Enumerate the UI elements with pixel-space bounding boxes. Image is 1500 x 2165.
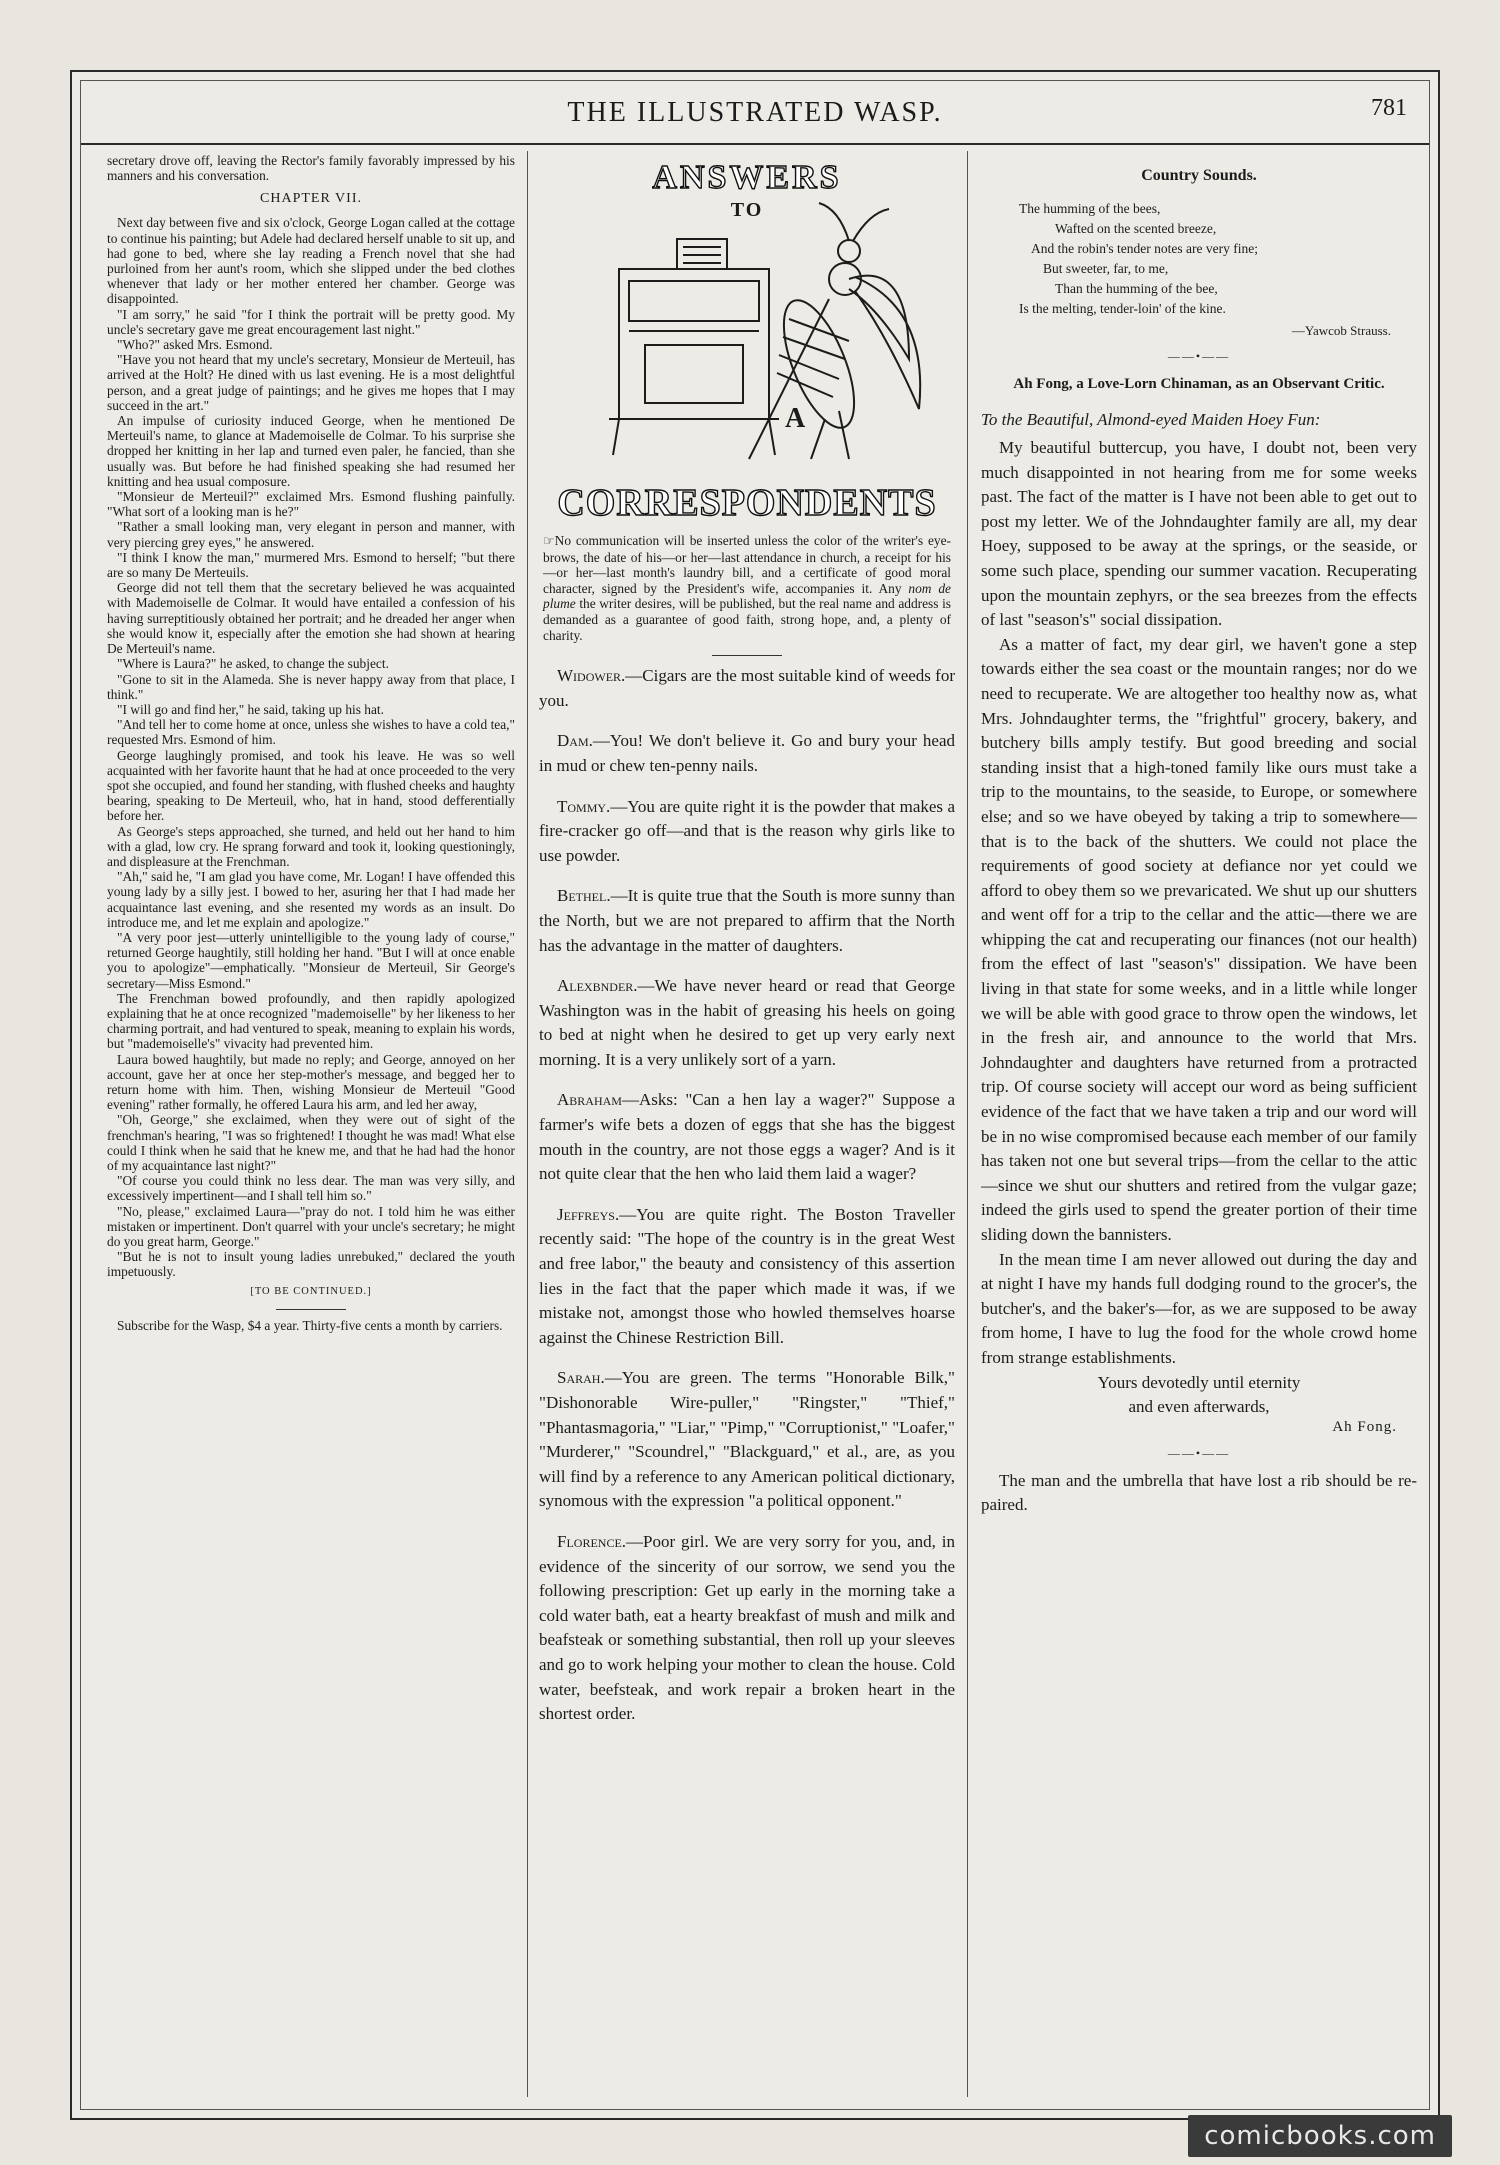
poem-line: And the robin's tender notes are very fine; — [1031, 241, 1258, 256]
story-paragraph: Next day between five and six o'clock, George Logan called at the cottage to continue his painting; but Adele had declared herself unable to sit up, and had gone to bed, where she lay reading a French novel that she had purloined from her aunt's room, which she slipped under the bed clothes whenever that lady or her mother entered her chamber. George was disappointed. — [107, 215, 515, 307]
art-heading-top: ANSWERS — [652, 159, 842, 196]
answer-item — [539, 974, 955, 1072]
story-body — [107, 215, 515, 1279]
story-paragraph: "Rather a small looking man, very elegant in person and manner, with very piercing grey eyes," he answered. — [107, 519, 515, 550]
letter-signature: Ah Fong. — [1332, 1418, 1397, 1435]
pointing-hand-icon: ☞ — [543, 534, 555, 549]
story-paragraph: "And tell her to come home at once, unless she wishes to have a cold tea," requested Mrs. Esmond of him. — [107, 717, 515, 748]
poem-title: Country Sounds. — [1141, 167, 1257, 184]
answer-item — [539, 884, 955, 958]
answer-item — [539, 1203, 955, 1351]
story-paragraph: "No, please," exclaimed Laura—"pray do not. I told him he was either mistaken or impertinent. Don't quarrel with your uncle's secretary; he might do you great harm, George." — [107, 1203, 515, 1250]
column-rule — [527, 151, 528, 2097]
poem-attribution: —Yawcob Strauss. — [1291, 323, 1391, 338]
chapter-heading: CHAPTER VII. — [260, 191, 362, 207]
story-paragraph: "Monsieur de Merteuil?" exclaimed Mrs. Esmond flushing painfully. "What sort of a looking man is he?" — [107, 489, 515, 520]
subscribe-notice: Subscribe for the Wasp, $4 a year. Thirty-five cents a month by carriers. — [117, 1317, 503, 1333]
letter-closing-2: and even afterwards, — [1128, 1396, 1270, 1416]
watermark: comicbooks.com — [1188, 2115, 1452, 2157]
letter-body — [981, 436, 1417, 1371]
poem-line: The humming of the bees, — [1019, 201, 1161, 216]
art-heading-a: A — [785, 403, 806, 434]
letter-paragraph: As a matter of fact, my dear girl, we haven't gone a step towards either the sea coast or the mountain ranges; nor do we need to recuperate. We are altogether too healthy now as, what Mrs. Johndaughter terms, the "frightful" grocery, bakery, and butchery bills amply testify. But good breeding and social standing insist that a high-toned family like ours must take a trip to the mountains, to the seaside, to Europe, or somewhere else; and so we have obeyed by taking a trip to somewhere—that is to the back of the shutters. We could not place the requirements of good society at defiance nor yet could we afford to obey them so we prevaricated. We shut up our shutters and went off for a trip to the cellar and the attic—there we are whipping the cat and recuperating our finances (not our health) from the effect of last "season's" dissipation. We have been living in that state for some weeks, and in a little while longer we will be able with good grace to throw open the windows, let in the fresh air, and announce to the world that Mrs. Johndaughter and daughters have returned from a protracted trip. Of course society will accept our word as being sufficient evidence of the fact that we have taken a trip and our word will be in no wise compromised because each member of our family has taken not one but several trips—from the cellar to the attic—since we shut our shutters and retired from the vulgar gaze; indeed the girls used to spend the greater portion of their time sliding down the bannisters. — [981, 634, 1417, 1244]
letter-closing-1: Yours devotedly until eternity — [1097, 1372, 1301, 1392]
letter-title: Ah Fong, a Love-Lorn Chinaman, as an Observant Critic. — [1013, 376, 1385, 392]
story-paragraph: "Ah," said he, "I am glad you have come, Mr. Logan! I have offended this young lady by a silly jest. I bowed to her, asuring her that I had made her acquaintance last evening, and she resented my words as an insult. Do introduce me, and let me explain and apologize." — [107, 869, 515, 930]
answer-text: —You are quite right it is the powder that makes a fire-cracker go off—and that is the reason why girls like to use powder. — [539, 796, 955, 865]
masthead — [81, 81, 1429, 145]
answer-item — [539, 1088, 955, 1186]
answer-text: —Asks: "Can a hen lay a wager?" Suppose a farmer's wife bets a dozen of eggs that she has the biggest mouth in the country, are not those eggs a wager? And is it not quite clear that the hen who laid them laid a wager? — [539, 1090, 955, 1184]
poem-body — [1019, 199, 1417, 319]
story-paragraph: The Frenchman bowed profoundly, and then rapidly apologized explaining that he at once recognized "mademoiselle" by her likeness to her charming portrait, and had ventured to speak, meaning to explain his words, but "mademoiselle's" vivacity had prevented him. — [107, 990, 515, 1052]
correspondent-name: Sarah. — [557, 1368, 605, 1388]
story-paragraph: "Where is Laura?" he asked, to change the subject. — [117, 656, 389, 672]
answer-text: —You! We don't believe it. Go and bury your head in mud or chew ten-penny nails. — [539, 731, 955, 775]
story-paragraph: "A very poor jest—utterly unintelligible to the young lady of course," returned George haughtily, still holding her hand. "But I will at once enable you to apologize"—emphatically. "Monsieur de Merteuil, Sir George's secretary—Miss Esmond." — [107, 929, 515, 991]
answer-item — [539, 664, 955, 713]
letter-paragraph: My beautiful buttercup, you have, I doubt not, been very much disappointed in not hearing from me for some weeks past. The fact of the matter is I have not been able to get out to post my letter. We of the Johndaughter family are all, my dear Hoey, supposed to be away at the springs, or the seaside, or some such place, spending our summer vacation. Recuperating upon the mountain zephyrs, or the sea breezes from the effects of last "season's" social dissipation. — [981, 438, 1417, 630]
page-number: 781 — [1371, 95, 1407, 121]
masthead-title: THE ILLUSTRATED WASP. — [567, 97, 943, 128]
story-column — [107, 153, 515, 2097]
story-paragraph: "But he is not to insult young ladies unrebuked," declared the youth impetuously. — [107, 1249, 515, 1280]
answer-text: —You are quite right. The Boston Traveller recently said: "The hope of the country is in the great West and free labor," the beauty and consistency of this assertion lies in the fact that the paper which made it was, if we mistake not, amongst those who howled themselves hoarse against the Chinese Restriction Bill. — [539, 1204, 955, 1347]
divider — [276, 1309, 346, 1310]
answer-item — [539, 795, 955, 869]
story-paragraph: "Oh, George," she exclaimed, when they were out of sight of the frenchman's hearing, "I was so frightened! I thought he was mad! What else could I think when he said that he knew me, and that he had had the honor of my acquaintance last night?" — [107, 1112, 515, 1173]
poem-line: Is the melting, tender-loin' of the kine. — [1019, 301, 1226, 316]
art-heading-bottom: CORRESPONDENTS — [557, 482, 937, 524]
divider — [712, 655, 782, 656]
story-paragraph: George did not tell them that the secretary believed he was acquainted with Mademoiselle de Colmar. It would have entailed a confession of his having surreptitiously obtained her portrait; and he dreaded her anger when she would know it, especially after the emotion she had shown at hearing De Merteuil's name. — [107, 580, 515, 657]
story-paragraph: As George's steps approached, she turned, and held out her hand to him with a glad, low cry. He sprang forward and took it, looking questioningly, and displeasure at the Frenchman. — [107, 823, 515, 869]
story-paragraph: An impulse of curiosity induced George, when he mentioned De Merteuil's name, to glance at Mademoiselle de Colmar. To his surprise she dropped her knitting in her lap and turned even paler, he fancied, than she usually was. But before he had finished speaking she had resumed her knitting and hea usual composure. — [107, 413, 515, 489]
correspondent-name: Bethel. — [557, 886, 611, 906]
answer-text: —Cigars are the most suitable kind of weeds for you. — [539, 666, 955, 710]
page-frame — [80, 80, 1430, 2110]
column-rule — [967, 151, 968, 2097]
story-paragraph: Laura bowed haughtily, but made no reply; and George, annoyed on her account, gave her at once her step-mother's message, and begged her to return home with him. Then, wishing Monsieur de Merteuil "Good evening" rather formally, he offered Laura his arm, and led her away, — [107, 1051, 515, 1113]
story-paragraph: "I am sorry," he said "for I think the portrait will be pretty good. My uncle's secretary gave me great encouragement last night." — [107, 306, 515, 337]
answers-list — [539, 664, 955, 1727]
art-heading-to: TO — [730, 199, 764, 221]
answers-header-illustration — [549, 159, 945, 529]
story-paragraph: "I think I know the man," murmered Mrs. Esmond to herself; "but there are so many De Merteuils. — [107, 549, 515, 581]
story-paragraph: "Of course you could think no less dear. The man was very silly, and excessively impertinent—and I shall tell him so." — [107, 1173, 515, 1204]
notice-text-before: No communication will be inserted unless the color of the writer's eye-brows, the date of his—or her—last attendance in church, a receipt for his—or her—last month's laundry bill, and a certificate of good moral character, signed by the President's wife, accompanies it. Any — [543, 533, 951, 596]
answer-text: —It is quite true that the South is more sunny than the North, but we are not prepared to affirm that the North has the advantage in the matter of daughters. — [539, 886, 955, 955]
answer-text: —You are green. The terms "Honorable Bilk," "Dishonorable Wire-puller," "Ringster," "Thief," "Phantasmagoria," "Liar," "Pimp," "Corruptionist," "Loafer," "Murderer," "Scoundrel," "Blackguard," et al., are, as you will find by a reference to any American political dictionary, synomous with the expression "a political opponent." — [539, 1368, 955, 1511]
correspondent-name: Abraham — [557, 1090, 622, 1110]
story-paragraph: "Have you not heard that my uncle's secretary, Monsieur de Merteuil, has arrived at the Holt? He dined with us last evening. He is a most delightful person, and a great judge of paintings; and he gives me hopes that I may succeed in the art." — [107, 352, 515, 413]
notice-text-after: the writer desires, will be published, but the real name and address is demanded as a guarantee of good faith, strong hope, and, a plenty of charity. — [543, 596, 951, 643]
answer-item — [539, 729, 955, 778]
wasp-and-desk-illustration-icon — [549, 159, 955, 529]
answers-column — [539, 153, 955, 2097]
poem-line: Than the humming of the bee, — [1055, 281, 1218, 296]
correspondent-name: Tommy. — [557, 796, 611, 816]
correspondent-name: Florence. — [557, 1531, 627, 1551]
correspondent-name: Alexbnder. — [557, 976, 638, 996]
answer-item — [539, 1530, 955, 1727]
story-paragraph: "I will go and find her," he said, taking up his hat. — [117, 701, 385, 717]
story-paragraph: George laughingly promised, and took his leave. He was so well acquainted with her favorite haunt that he had at once proceeded to the very spot she occupied, and found her standing, with flushed cheeks and haughty bearing, speaking to De Merteuil, who, hat in hand, stood defferentially before her. — [107, 747, 515, 824]
poem-line: Wafted on the scented breeze, — [1055, 221, 1217, 236]
correspondent-name: Widower. — [557, 666, 626, 686]
ornament-divider: ——•—— — [1167, 1445, 1231, 1460]
story-opening: secretary drove off, leaving the Rector's family favorably impressed by his manners and his conversation. — [107, 153, 515, 184]
poem-line: But sweeter, far, to me, — [1043, 261, 1169, 276]
submission-notice — [543, 533, 951, 643]
notice-text-italic: nom de plume — [543, 580, 951, 612]
story-paragraph: "Gone to sit in the Alameda. She is never happy away from that place, I think." — [107, 671, 515, 702]
answer-text: —We have never heard or read that George Washington was in the habit of greasing his heels on going to bed at night when he desired to get up very early next morning. It is a very unlikely sort of a yarn. — [539, 976, 955, 1069]
to-be-continued: [TO BE CONTINUED.] — [250, 1285, 372, 1297]
final-joke: The man and the umbrella that have lost a rib should be re-paired. — [981, 1470, 1417, 1514]
letter-paragraph: In the mean time I am never allowed out during the day and at night I have my hands full dodging round to the grocer's, the butcher's, and the baker's—for, as we are supposed to be away from home, I have to lug the food for the whole crowd home from strange establishments. — [981, 1249, 1417, 1367]
correspondent-name: Dam. — [557, 731, 593, 751]
answer-item — [539, 1366, 955, 1514]
letter-salutation: To the Beautiful, Almond-eyed Maiden Hoey Fun: — [981, 410, 1321, 429]
story-paragraph: "Who?" asked Mrs. Esmond. — [117, 337, 273, 353]
right-column — [981, 153, 1417, 2097]
correspondent-name: Jeffreys. — [557, 1204, 620, 1224]
answer-text: —Poor girl. We are very sorry for you, and, in evidence of the sincerity of our sorrow, we send you the following prescription: Get up early in the morning take a cold water bath, eat a hearty breakfast of mush and milk and beafsteak or something substantial, then roll up your sleeves and go to work helping your mother to clean the house. Cold water, beefsteak, and work repair a broken heart in the shortest order. — [539, 1531, 955, 1724]
newspaper-page — [70, 70, 1440, 2120]
ornament-divider: ——•—— — [1167, 349, 1231, 363]
